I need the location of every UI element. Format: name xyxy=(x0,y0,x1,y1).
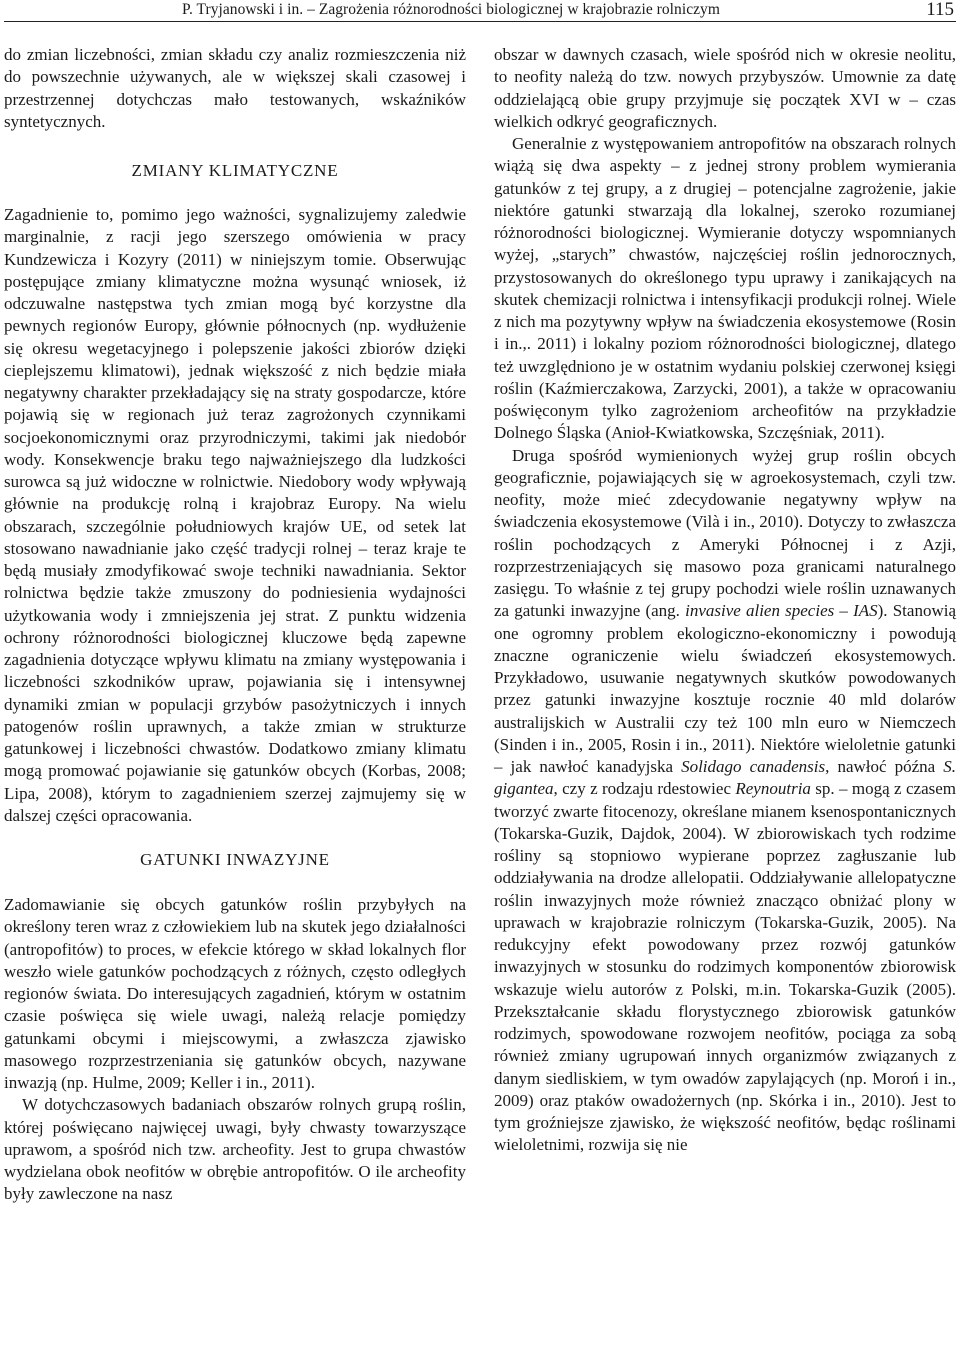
italic-species-name: S. gigantea xyxy=(494,757,956,799)
paragraph: obszar w dawnych czasach, wiele spośród nich w okresie neolitu, to neofity należą do tzw. nowych przybyszów. Umownie za datę oddzielającą obie grupy przyjmuje się początek XVI w – czas wielkich odkryć geograficznych. xyxy=(494,45,956,131)
paragraph: W dotychczasowych badaniach obszarów rolnych grupą roślin, której poświęcano najwięcej uwagi, były chwasty towarzyszące uprawom, a spośród nich tzw. archeofity. Jest to grupa chwastów wydzielana obok neofitów w obrębie antropofitów. O ile archeofity były zawleczone na nasz xyxy=(4,1095,466,1204)
running-title: P. Tryjanowski i in. – Zagrożenia różnorodności biologicznej w krajobrazie rolniczym xyxy=(182,1,720,18)
right-column xyxy=(494,44,956,1157)
paragraph: Zagadnienie to, pomimo jego ważności, sygnalizujemy zaledwie marginalnie, z racji jego szerszego omówienia w pracy Kundzewicza i Kozyry (2011) w niniejszym tomie. Obserwując postępujące zmiany klimatyczne można wysunąć wniosek, iż odczuwalne następstwa tych zmian mogą być korzystne dla pewnych regionów Europy, głównie północnych (np. wydłużenie się okresu wegetacyjnego i polepszenie jakości zbiorów dzięki cieplejszemu klimatowi), jednak większość z nich będzie miała negatywny charakter przekładający się na straty gospodarcze, które pojawią się w regionach już teraz zagrożonych czynnikami socjoekonomicznymi oraz przyrodniczymi, takimi jak niedobór wody. Konsekwencje braku tego najważniejszego dla ludzkości surowca są już widoczne w rolnictwie. Niedobory wody wpływają głównie na produkcję rolną i krajobraz Europy. Na wielu obszarach, szczególnie południowych krajów UE, od setek lat stosowano nawadnianie jako część tradycji rolnej – teraz kraje te będą musiały zmodyfikować swoje techniki nawadniania. Sektor rolnictwa będzie także zmuszony do podniesienia wydajności użytkowania wody i zmniejszenia jej strat. Z punktu widzenia ochrony różnorodności biologicznej kluczowe będą zapewne zagadnienia dotyczące wpływu klimatu na zmiany występowania i liczebności szkodników upraw, pojawiania się i intensywnej dynamiki zmian w populacji grzybów pasożytniczych i innych patogenów roślin uprawnych, a także zmian w strukturze gatunkowej i liczebności chwastów. Dodatkowo zmiany klimatu mogą promować pojawianie się gatunków obcych (Korbas, 2008; Lipa, 2008), którym to zagadnieniem szerzej zajmujemy się w dalszej części opracowania. xyxy=(4,205,466,825)
text-run: sp. – mogą z czasem tworzyć zwarte fitocenozy, określane mianem ksenospontanicznych (Tokarska-Guzik, Dajdok, 2004). W zbiorowiskach tych rodzime rośliny są stopniowo wypierane poprzez zagłuszanie lub oddziaływania na drodze allelopatii. Oddziaływanie allelopatyczne roślin inwazyjnych może również znacząco obniżać plony w uprawach w krajobrazie rolniczym (Tokarska-Guzik, 2005). Na redukcyjny efekt powodowany przez rozwój gatunków inwazyjnych w stosunku do rodzimych komponentów zbiorowisk wskazuje wielu autorów z Polski, m.in. Tokarska-Guzik (2005). Przekształcanie składu florystycznego zbiorowisk gatunków rodzimych, spowodowane rozwojem neofitów, pociąga za sobą również zmiany ugrupowań innych organizmów związanych z danym siedliskiem, w tym owadów zapylających (np. Moroń i in., 2009) oraz ptaków owadożernych (np. Skórka i in., 2010). Jest to tym groźniejsze zjawisko, że większość neofitów, będąc roślinami wieloletnimi, rozwija się nie xyxy=(494,779,956,1155)
page-number: 115 xyxy=(926,0,954,20)
running-header xyxy=(0,0,960,22)
left-column xyxy=(4,44,466,1206)
italic-term: invasive alien species – IAS xyxy=(685,601,878,621)
text-run: ). Stanowią one ogromny problem ekologiczno-ekonomiczny i powodują znaczne ograniczenie wielu świadczeń ekosystemowych. Przykładowo, usuwanie negatywnych skutków powodowanych przez gatunki inwazyjne kosztuje rocznie 40 mld dolarów australijskich w Australii czy też 100 mln euro w Niemczech (Sinden i in., 2005, Rosin i in., 2011). Niektóre wieloletnie gatunki – jak nawłoć kanadyjska xyxy=(494,601,956,776)
paragraph: do zmian liczebności, zmian składu czy analiz rozmieszczenia niż do powszechnie używanych, ale w większej skali czasowej i przestrzennej dotychczas mało testowanych, wskaźników syntetycznych. xyxy=(4,45,466,131)
text-run: , czy z rodzaju rdestowiec xyxy=(553,779,736,799)
paragraph xyxy=(494,445,956,1157)
paragraph: Generalnie z występowaniem antropofitów na obszarach rolnych wiążą się dwa aspekty – z jednej strony problem wymierania gatunków z tej grupy, a z drugiej – potencjalne zagrożenie, jakie niektóre gatunki stwarzają dla lokalnej, szeroko rozumianej różnorodności biologicznej. Wymieranie dotyczy wspomnianych wyżej, „starych” chwastów, najczęściej roślin jednorocznych, przystosowanych do określonego typu uprawy i zanikających na skutek chemizacji rolnictwa i intensyfikacji produkcji rolnej. Wiele z nich ma pozytywny wpływ na świadczenia ekosystemowe (Rosin i in.,. 2011) i lokalny poziom różnorodności biologicznej, dlatego też uwzględniono je w ostatnim wydaniu polskiej czerwonej księgi roślin (Kaźmierczakowa, Zarzycki, 2001), a także w opracowaniu poświęconym tylko zagrożeniom archeofitów na przykładzie Dolnego Śląska (Anioł-Kwiatkowska, Szczęśniak, 2011). xyxy=(494,134,956,443)
text-run: Druga spośród wymienionych wyżej grup roślin obcych geograficznie, pojawiających się w agroekosystemach, czyli tzw. neofity, może mieć zdecydowanie negatywny wpływ na świadczenia ekosystemowe (Vilà i in., 2010). Dotyczy to zwłaszcza roślin pochodzących z Ameryki Północnej i z Azji, rozprzestrzeniających się masowo poza granicami naturalnego zasięgu. To właśnie z tej grupy pochodzi wiele roślin uznawanych za gatunki inwazyjne (ang. xyxy=(494,445,956,621)
section-heading-invasive: GATUNKI INWAZYJNE xyxy=(140,850,330,869)
header-rule xyxy=(4,21,956,22)
paragraph: Zadomawianie się obcych gatunków roślin przybyłych na określony teren wraz z człowiekiem lub na skutek jego działalności (antropofitów) to proces, w efekcie którego w skład lokalnych flor weszło wiele gatunków pochodzących z różnych, często odległych regionów świata. Do interesujących zagadnień, którym w ostatnim czasie poświęca się wiele uwagi, należą relacje pomiędzy gatunkami obcymi i miejscowymi, a zwłaszcza zjawisko masowego rozprzestrzeniania się gatunków obcych, nazywane inwazją (np. Hulme, 2009; Keller i in., 2011). xyxy=(4,895,466,1092)
italic-genus-name: Reynoutria xyxy=(735,779,811,799)
italic-species-name: Solidago canadensis xyxy=(681,757,826,776)
text-run: , nawłoć późna xyxy=(825,757,944,776)
section-heading-climate: ZMIANY KLIMATYCZNE xyxy=(131,161,339,180)
